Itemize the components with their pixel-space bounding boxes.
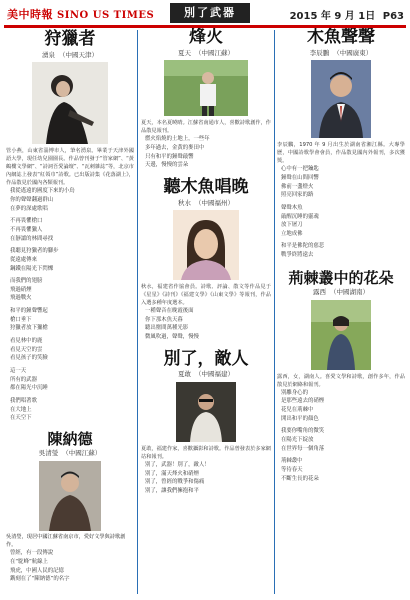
poem-line: 你的聲聲翻過群山 [10,197,54,204]
brand-en: SINO US TIMES [57,10,155,21]
poem-line: 飛過硝煙 [10,286,32,293]
poem-line: 鋼鐵在陽光下閃爍 [10,265,54,272]
masthead-brand [7,6,154,22]
poem-line: 花兒在荊棘中 [281,407,314,414]
author-portrait [32,62,108,144]
poem-line: 我聽見狩獵者的腳步 [10,248,59,255]
author-name: 湧泉 [42,50,55,59]
poem-line: 燃火焰燒的土地上，一些年 [145,136,210,143]
author-intro-2: 秋水，福建省作協會員。詩歌、評論、散文等作品見于《星星》《詩刊》《福建文學》《山東文學》等報刊，作品入選多種年度選本。 [141,283,271,307]
poem-line: 在天空下 [10,415,32,422]
author-name: 李辰鵬 [309,48,330,57]
poem-line: 別了，武器！別了，敵人！ [145,461,210,468]
poem-line: 看見天空的雲 [10,346,43,353]
poem-line: 天邊，慢慢的雲朵 [145,162,189,169]
poem-line: 我要你嘴角的微笑 [281,428,325,435]
portrait-image [311,300,371,370]
poem-body-3 [141,461,271,496]
author-intro: 夏天，本名夏曉晴。江蘇省南通市人，喜歡詩歌創作，作品散見報刊。 [141,120,271,135]
author-place: （中國江蘇） [62,449,102,458]
author-intro: 管小燕，山東省淄博市人，筆名湧泉。畢業于天津外國語大學，現任幼兒園園長。作品曾刊發于“管家網”、“黃鶴樓文學網”、“詩詞吾愛論壇”、“瓦刺雜誌”等，北京市內網誌上發表“紅領巾”詩歌。已出版詩集《花落湖上》，作品散見於國內各類報刊。 [6,148,134,187]
portrait-image [32,62,108,144]
poem-line: 你下那木魚天暮 [145,316,183,323]
brand-cn: 美中時報 [7,8,53,21]
poem-line: 和平的鐘聲響起 [10,308,48,315]
poem-line: 聽出塵間萬種光影 [145,325,189,332]
author-name: 夏敢 [178,370,191,379]
author-portrait-2 [173,210,239,280]
article-author-2 [6,449,134,457]
poem-line: 狩獵者放下獵槍 [10,325,48,332]
poem-line: 曾經，有一段傳說 [10,550,54,557]
author-name: 露西 [313,288,326,297]
poem-line: 心中有一把鑰匙 [281,166,319,173]
poem-line: 看見林中的鹿 [10,338,43,345]
poem-line: 敲醒沉睡的靈魂 [281,213,319,220]
portrait-image [311,60,371,138]
author-place: （中國江蘇） [195,48,234,57]
poem-line: 別了，曾經的戰爭和傷痛 [145,479,205,486]
poem-line: 別了，滿天烽火和硝煙 [145,470,199,477]
poem-line: 槍口垂下 [10,316,32,323]
poem-body-2 [141,307,271,342]
poem-line: 在“駝峰”航線上 [10,558,48,565]
poem-line: 聲聲木魚 [281,204,303,211]
author-intro-3: 夏敢，福建作家，喜歡攝影和詩歌。作品曾發表於多家網站和報刊。 [141,445,271,460]
article-title: 烽火 [189,28,223,47]
poem-line: 多年過去，金黃的麥田中 [145,144,205,151]
author-name: 秋水 [178,198,191,207]
poem-line: 等待春天 [281,466,303,473]
poem-line: 而我們的翅膀 [10,278,43,285]
masthead-date [290,7,404,22]
author-portrait [164,60,248,116]
poem-line: 從遠處傳來 [10,256,37,263]
author-bio-2: 吳清瑩，現居中國江蘇省南京市，愛好文學與詩歌創作。 [6,533,126,548]
page-number: P63 [382,11,404,22]
article-author [6,51,134,59]
poem-line: 一種聲音在晚霞後面 [145,308,194,315]
portrait-image [164,60,248,116]
author-place: （中國廣東） [333,48,373,57]
article-title: 狩獵者 [44,29,96,49]
poem-line: 微風吹過，聲聲，慢慢 [145,334,199,341]
poem-line: 戰爭終將遠去 [281,252,314,259]
article-author-2 [277,288,405,296]
poem-line: 不再畏懼獵人 [10,227,43,233]
author-portrait-3 [176,382,236,442]
author-portrait-2 [311,300,371,370]
article-author-3 [141,370,271,378]
poem-line: 照亮回家的路 [281,192,314,199]
column-divider [274,30,275,594]
poem-line: 荊棘叢中 [281,458,303,465]
masthead [4,3,406,25]
poem-line: 我們唱著歌 [10,397,37,404]
column-right [277,28,405,596]
poem-line: 在夢的深處歌唱 [10,205,48,212]
column-left [6,28,134,596]
column-divider [137,30,138,594]
section-title: 別了武器 [170,3,250,23]
poem-line: 開出和平的顏色 [281,415,319,422]
article-title-2: 陳納德 [47,429,93,448]
poem-body [277,165,405,259]
poem-body-2 [277,389,405,483]
poem-line: 飛過戰火 [10,295,32,302]
article-author-2 [141,199,271,207]
portrait-image [39,461,101,531]
poem-line: 在世界每一個角落 [281,445,325,452]
poem-line: 鐘聲在山間回響 [281,174,319,181]
author-intro: 李辰鵬，1970 年 9 月出生於湖南省湘江縣。大專學歷，中國詩歌學會會員，作品散見國內外報刊，多次獲獎。 [277,142,405,165]
poem-line: 別離身心的 [281,389,308,396]
poem-line: 只有和平的鐘聲敲響 [145,153,194,160]
poem-line: 在大地上 [10,406,32,413]
column-middle [141,28,271,596]
article-title-2: 荊棘叢中的花朵 [288,268,394,287]
author-place: （中國福州） [195,198,234,207]
poem-line: 在靜謐的林間尋找 [10,235,54,242]
article-author [277,49,405,57]
author-portrait-2 [39,461,101,531]
article-title-2: 聽木魚唱晚 [163,176,249,197]
poem-body [141,135,271,170]
article-title: 木魚聲聲 [307,28,375,47]
poem-line: 我從遙遠的國度下來的小鳥 [10,188,75,195]
poem-line: 鐫刻在了“陳納德”的名字 [10,576,70,583]
poem-line: 這一天 [10,367,27,374]
poem-line: 放下屠刀 [281,222,303,229]
poem-line: 在陽光下綻放 [281,436,314,443]
poem-line: 和平是佛陀的慈悲 [281,243,325,250]
poem-line: 別了，讓我們擁抱和平 [145,487,199,494]
poem-line: 飛虎，中國人民的記憶 [10,567,64,574]
poem-body-2 [6,549,134,584]
author-place: （中國天津） [59,50,98,59]
author-name: 吳清瑩 [38,449,59,458]
poem-line: 不再畏懼槍口 [10,218,43,225]
poem-line: 所有的武器 [10,376,37,383]
author-place: （中國湖南） [330,288,369,297]
poem-line: 佛前一盞燈火 [281,183,314,190]
poem-body [6,187,134,422]
author-portrait [311,60,371,138]
poem-line: 都在陽光中沉睡 [10,385,48,392]
portrait-image [176,382,236,442]
issue-date: 2015 年 9 月 1日 [289,11,376,22]
author-place: （中國福建） [195,370,234,379]
article-author [141,49,271,57]
poem-line: 是那些遠去的硝煙 [281,398,325,405]
poem-line: 看見孩子的笑臉 [10,355,48,362]
author-name: 夏天 [178,48,191,57]
author-intro-2: 露西，女，湖南人。喜愛文學和詩歌，創作多年，作品散見於網絡和報刊。 [277,373,405,388]
portrait-image [173,210,239,280]
poem-line: 立地成佛 [281,230,303,237]
article-title-3: 別了，敵人 [163,348,249,369]
poem-line: 不斷生長的花朵 [281,475,319,482]
